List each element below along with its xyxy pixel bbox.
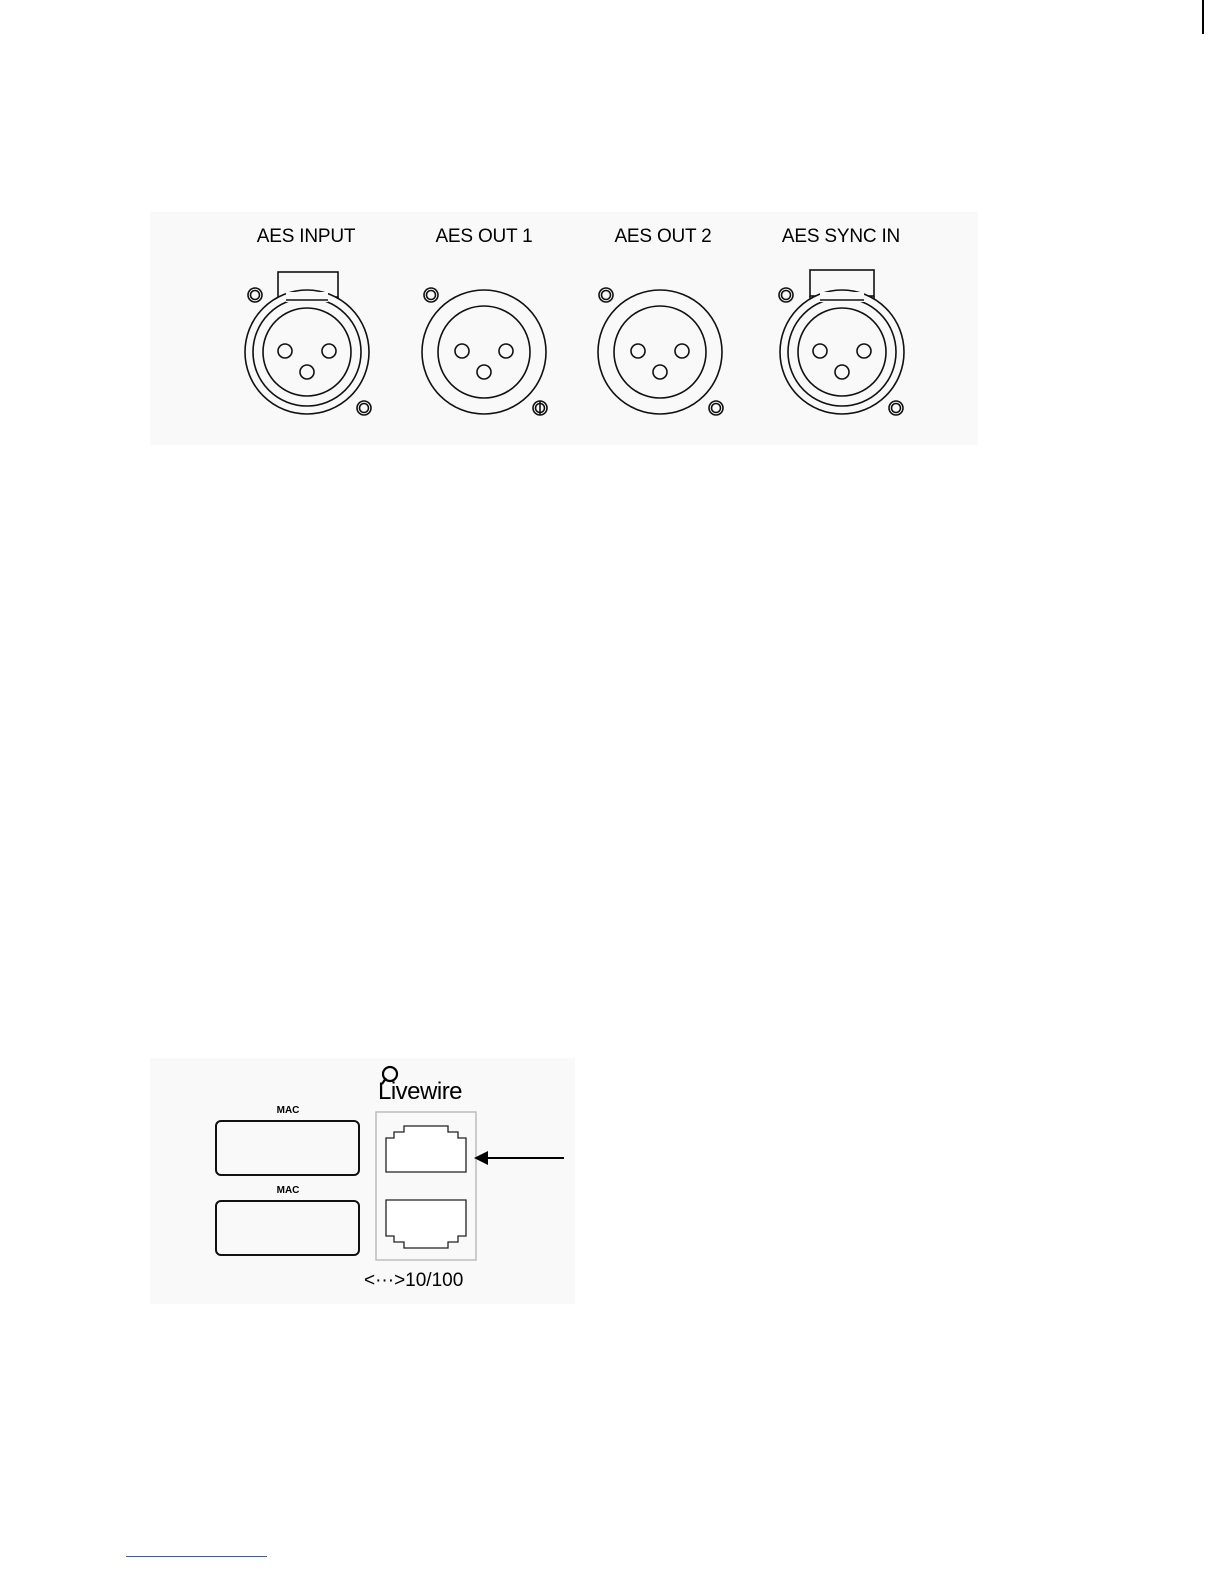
footnote-rule — [126, 1556, 267, 1557]
mac-label-1: MAC — [276, 1105, 300, 1116]
aes-out-2-label: AES OUT 2 — [614, 226, 712, 247]
rj45-port-lower-icon — [386, 1200, 466, 1248]
mac-label-2: MAC — [276, 1185, 300, 1196]
livewire-logo-text: Livewire — [378, 1078, 463, 1105]
aes-input-xlr-female-icon — [245, 272, 371, 415]
aes-sync-in-xlr-female-icon — [779, 270, 904, 415]
page-edge-rule — [1202, 0, 1204, 34]
aes-out-2-xlr-male-icon — [598, 288, 723, 415]
livewire-network-panel — [150, 1058, 575, 1304]
aes-connector-panel — [150, 212, 978, 445]
aes-out-1-label: AES OUT 1 — [435, 226, 533, 247]
aes-input-label: AES INPUT — [256, 226, 356, 247]
aes-sync-in-label: AES SYNC IN — [781, 226, 901, 247]
xlr-connectors-drawing — [150, 212, 978, 445]
rj45-port-upper-icon — [386, 1126, 466, 1172]
livewire-ports-drawing — [150, 1058, 575, 1304]
livewire-port-arrow-icon — [474, 1151, 564, 1165]
ethernet-speed-label: <···>10/100 — [364, 1270, 464, 1291]
mac-address-box-2 — [215, 1200, 360, 1256]
mac-address-box-1 — [215, 1120, 360, 1176]
aes-out-1-xlr-male-icon — [422, 288, 547, 415]
livewire-logo — [378, 1066, 470, 1106]
